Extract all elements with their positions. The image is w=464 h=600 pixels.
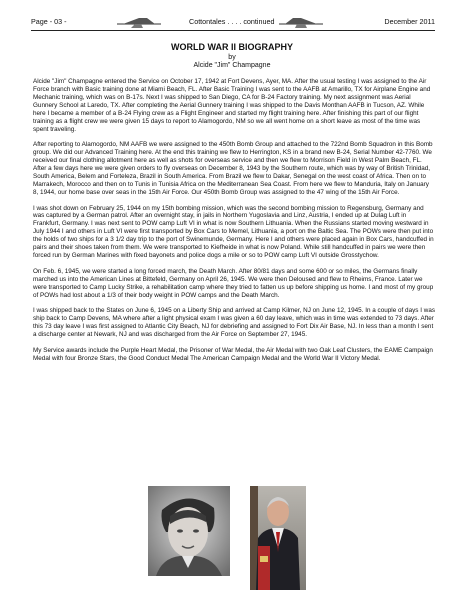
article-title: WORLD WAR II BIOGRAPHY — [171, 42, 293, 52]
paragraph: On Feb. 6, 1945, we were started a long forced march, the Death March. After 80/81 days and some 600 or so miles, the Germans finally marched us into the American Lines at Bittefeld, Germany on April 26, 1945. We were then Deloused and flew to Rheims, France. Later we were transported to Camp Lucky Strike, a rehabilitation camp where they tried to fatten us up before shipping us home. I and most of my group of POWs had lost about a 1/3 of their body weight in POW camps and the Death March. — [33, 267, 434, 299]
wartime-portrait-photo — [148, 486, 230, 576]
paragraph: I was shot down on February 25, 1944 on my 15th bombing mission, which was the second bombing mission to Regensburg, Germany and was captured by a German patrol. After an overnight stay, in jails in Northern Yugoslavia and Linz, Austria, I ended up at Dulag Luft in Frankfurt, Germany. I was next sent to POW camp Luft VI in what is now Southern Lithuania. When the Russians started moving westward in July 1944 I and others in Luft VI were first transported by Box Cars to Memel, Lithuania, a port on the Baltic Sea. The POWs were then put into the holds of two ships for a 3 1/2 day trip to the port of Swinemunde, Germany. Here I and others were placed again in Box Cars, handcuffed in pairs and their shoes taken from them. We were transported to Kiefheide in what is now Poland. While still handcuffed in pairs we were then forced run by German Marines with fixed bayonets and police dogs a mile or so to POW camp Luft VI outside Grosstychow. — [33, 204, 434, 260]
page-number: Page - 03 - — [31, 17, 67, 26]
recent-portrait-photo — [250, 486, 306, 590]
article-body — [33, 78, 435, 370]
paragraph: Alcide "Jim" Champagne entered the Service on October 17, 1942 at Fort Devens, Ayer, MA. After the usual testing I was assigned to the Air Force branch with Basic training done at Miami Beach, FL. After Basic Training I was sent to the AAFB at Amarillo, TX for Airplane Engine and Mechanic training, which was on B-17s. Next I was shipped to San Diego, CA for B-24 Factory training. My next assignment was Aerial Gunnery School at Laredo, TX. After completing the Aerial Gunnery training I was shipped to the Davis Monthan AAFB in Tucson, AZ. While here I became a member of a B-24 Flying crew as a Flight Engineer and started my flight training here. After finishing this part of our flight training as a flight crew we were given 15 days to report to Alamogordo, NM so we all went home on a short leave as most of the time was spent traveling. — [33, 78, 431, 133]
issue-date: December 2011 — [384, 17, 435, 26]
paragraph: I was shipped back to the States on June 6, 1945 on a Liberty Ship and arrived at Camp Kilmer, NJ on June 12, 1945. In a couple of days I was ship back to Camp Devens, MA where after a light physical exam I was given a 60 day leave, which was in time was extended to 73 days. After this 73 day leave I was first assigned to Atlantic City Beach, NJ for debriefing and assigned to Fort Dix Air Base, NJ. In less than a month I sent a discharge center at Newark, NJ and was discharged from the Air Force on September 27, 1945. — [33, 307, 436, 339]
author-name: Alcide "Jim" Champagne — [193, 62, 271, 69]
paragraph: After reporting to Alamogordo, NM AAFB we were assigned to the 450th Bomb Group and attached to the 722nd Bomb Squadron in this Bomb group. We did our Advanced Training here. At the end this training we flew to Herrington, KS in a brand new B-24, Serial Number 42-7760. We received our final clothing allotment here as well as shots for overseas service and then we flew to Morrison Field in West Palm Beach, FL. After a few days here we were given orders to fly overseas on December 8, 1943 by the Southern route, which was by way of British Trinidad, South America, Belem and Forteleza, Brazil in South America. From Brazil we flew to Dakar, Senegal on the west coast of Africa. Then on to Marrakech, Morocco and then on to Tunis in Tunisia Africa on the Mediterranean Sea Coast. From here we flew to Manduria, Italy on January 8, 1944, our home base over seas in the 15th Air Force. Our 450th Bomb Group was assigned to the 47 wing of the 15th Air Force. — [33, 141, 433, 196]
aircraft-icon — [113, 15, 165, 29]
section-title: Cottontales . . . . continued — [189, 17, 275, 26]
paragraph: My Service awards include the Purple Heart Medal, the Prisoner of War Medal, the Air Medal with two Oak Leaf Clusters, the EAME Campaign Medal with four Bronze Stars, the Good Conduct Medal The American Campaign Medal and the World War II Victory Medal. — [33, 346, 433, 362]
byline: by — [228, 54, 236, 61]
header-rule — [31, 30, 435, 31]
page-header — [31, 15, 435, 29]
aircraft-icon — [275, 15, 327, 29]
